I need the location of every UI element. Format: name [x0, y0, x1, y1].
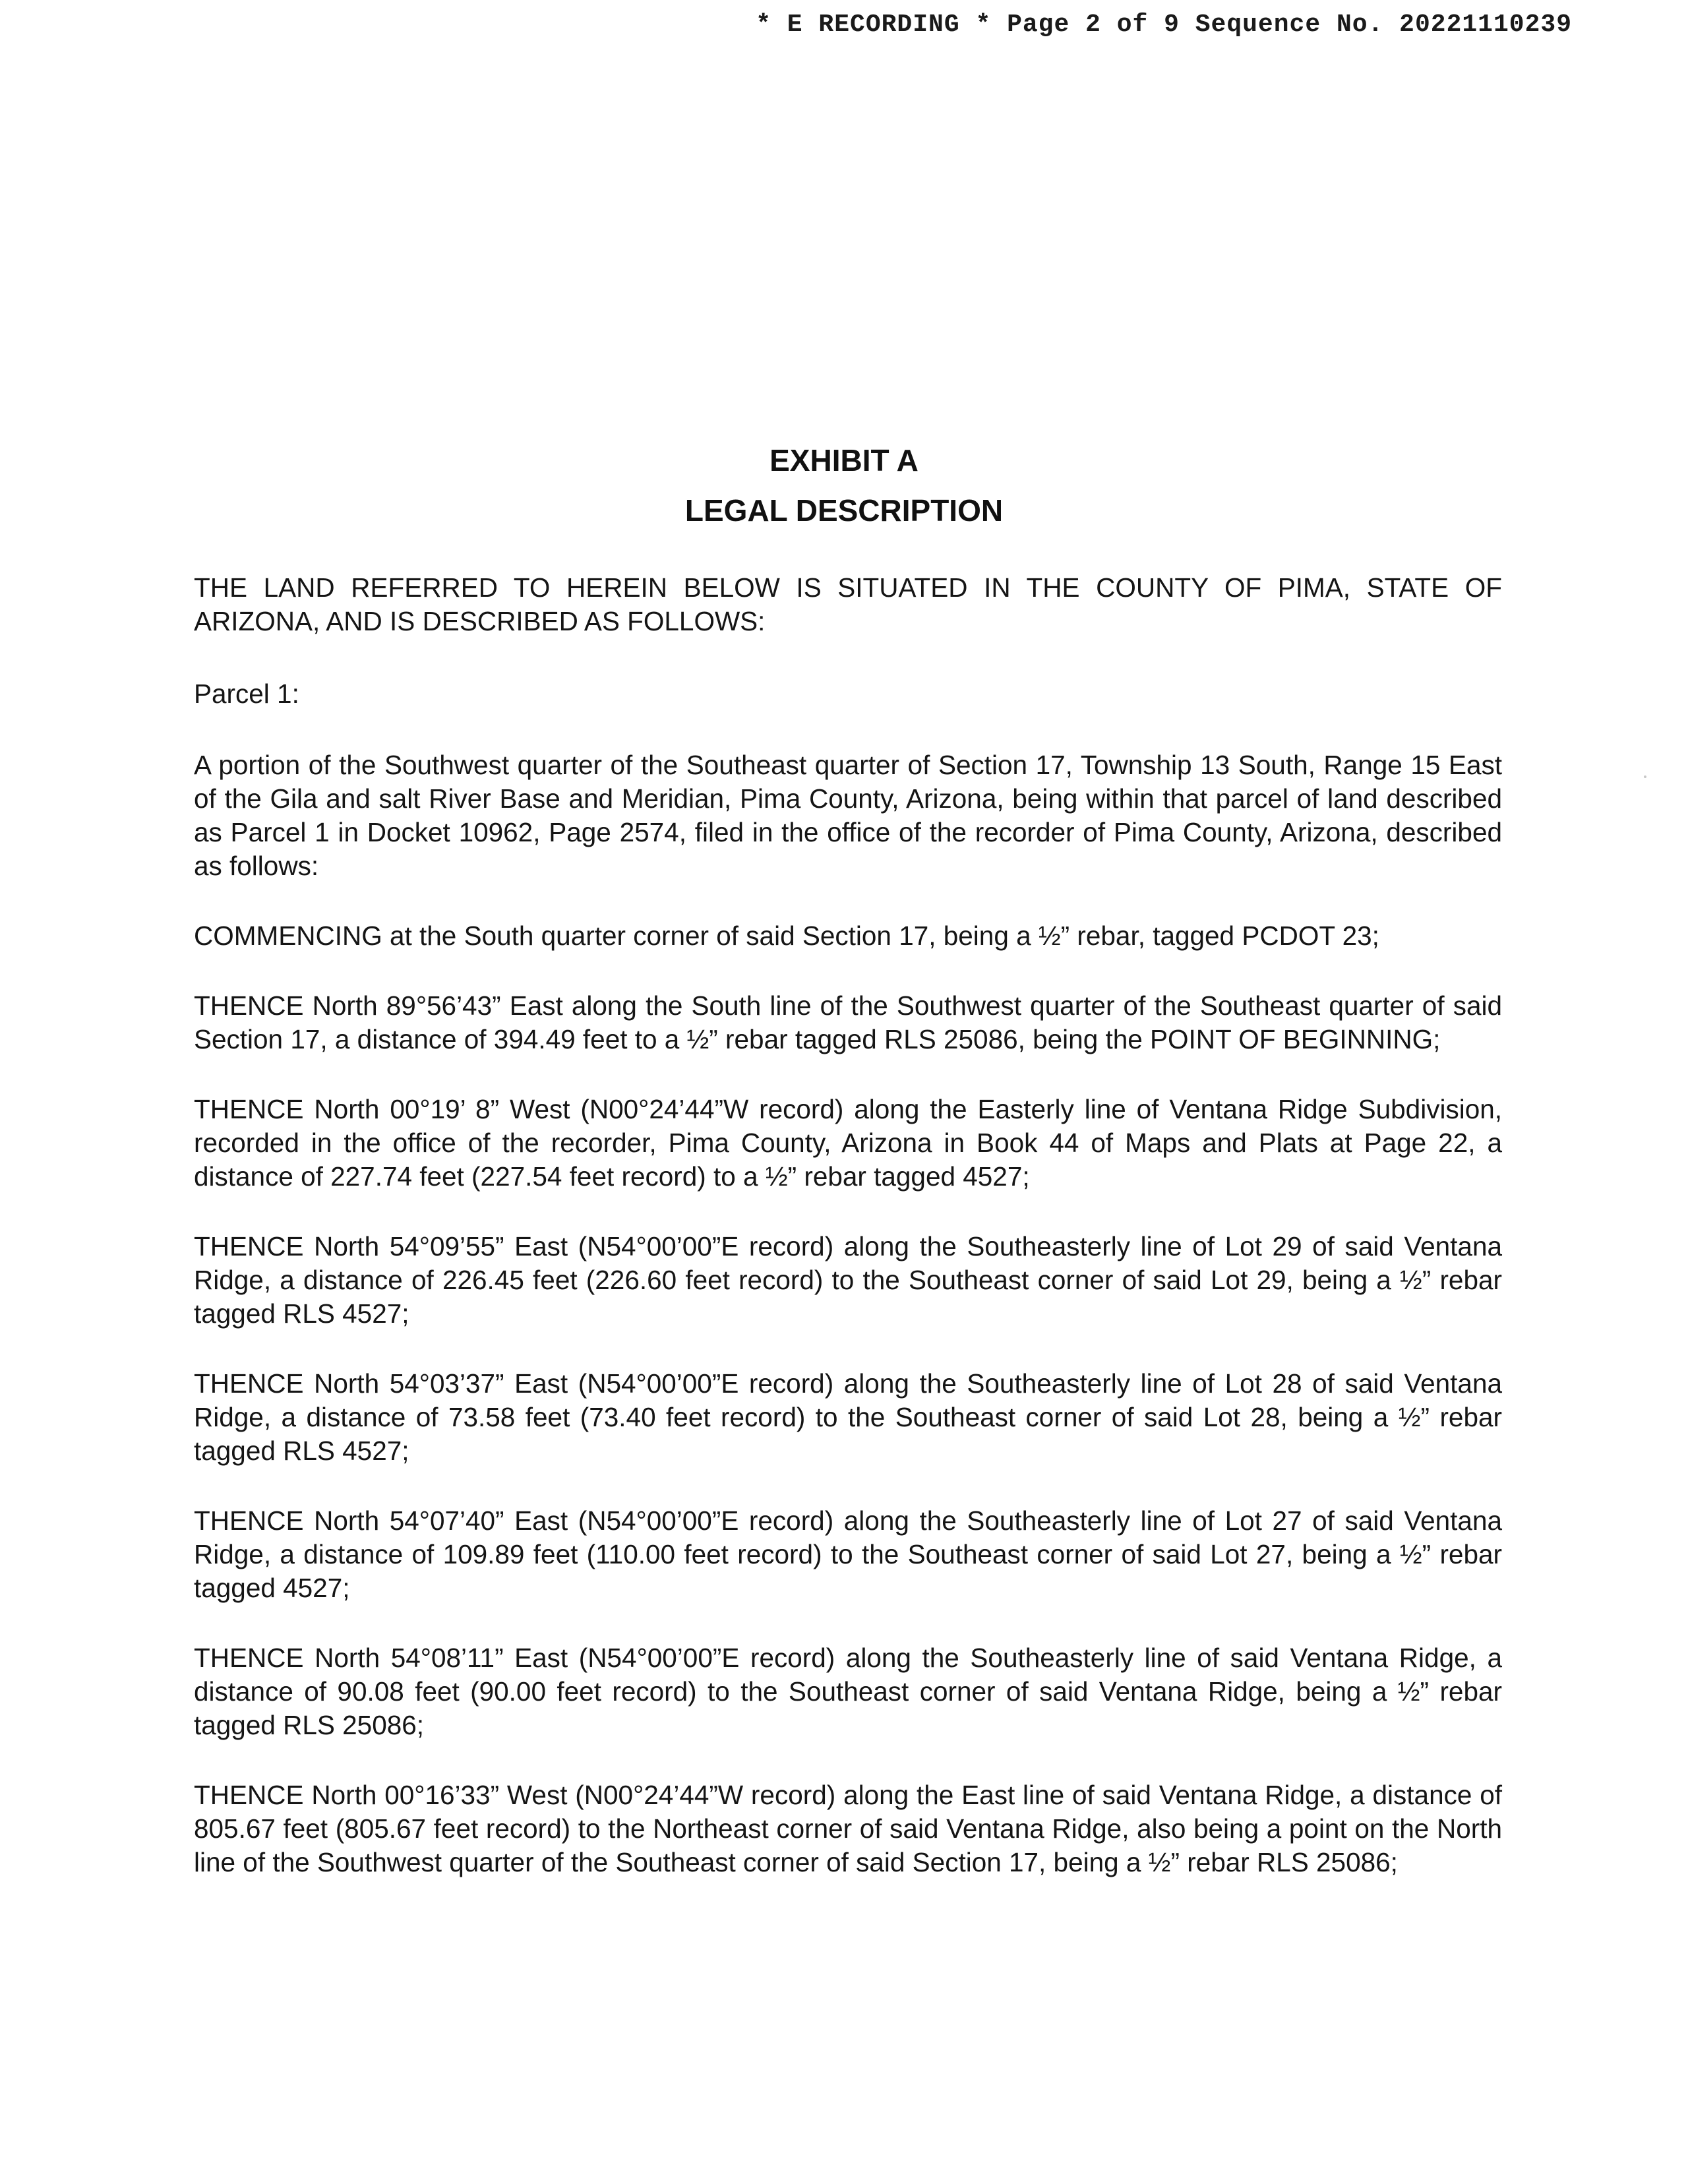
paragraph: THENCE North 00°19’ 8” West (N00°24’44”W record) along the Easterly line of Ventana Ridge Subdivision, recorded in the office of the recorder, Pima County, Arizona in Book 44 of Maps and Plats at Page 22, a distance of 227.74 feet (227.54 feet record) to a ½” rebar tagged 4527;: [194, 1094, 1502, 1192]
title-block: [0, 435, 1688, 535]
paragraph: THENCE North 00°16’33” West (N00°24’44”W record) along the East line of said Ventana Ridge, a distance of 805.67 feet (805.67 feet record) to the Northeast corner of said Ventana Ridge, also being a point on the North line of the Southwest quarter of the Southeast corner of said Section 17, being a ½” rebar RLS 25086;: [194, 1780, 1502, 1877]
scan-speck: [1644, 775, 1646, 778]
paragraph: THENCE North 54°03’37” East (N54°00’00”E record) along the Southeasterly line of Lot 28 of said Ventana Ridge, a distance of 73.58 feet (73.40 feet record) to the Southeast corner of said Lot 28, being a ½” rebar tagged RLS 4527;: [194, 1368, 1502, 1466]
paragraph: THENCE North 54°07’40” East (N54°00’00”E record) along the Southeasterly line of Lot 27 of said Ventana Ridge, a distance of 109.89 feet (110.00 feet record) to the Southeast corner of said Lot 27, being a ½” rebar tagged 4527;: [194, 1505, 1502, 1603]
paragraph: THENCE North 54°08’11” East (N54°00’00”E record) along the Southeasterly line of said Ventana Ridge, a distance of 90.08 feet (90.00 feet record) to the Southeast corner of said Ventana Ridge, being a ½” rebar tagged RLS 25086;: [194, 1643, 1502, 1740]
paragraph: A portion of the Southwest quarter of the Southeast quarter of Section 17, Township 13 South, Range 15 East of the Gila and salt River Base and Meridian, Pima County, Arizona, being within that parcel of land described as Parcel 1 in Docket 10962, Page 2574, filed in the office of the recorder of Pima County, Arizona, described as follows:: [194, 750, 1502, 881]
legal-description-heading: LEGAL DESCRIPTION: [684, 493, 1004, 528]
paragraph: THENCE North 89°56’43” East along the South line of the Southwest quarter of the Southeast quarter of said Section 17, a distance of 394.49 feet to a ½” rebar tagged RLS 25086, being the POINT OF BEGINNING;: [194, 990, 1502, 1054]
paragraph: COMMENCING at the South quarter corner of said Section 17, being a ½” rebar, tagged PCDOT 23;: [194, 921, 1379, 951]
recording-header: * E RECORDING * Page 2 of 9 Sequence No. 20221110239: [756, 11, 1572, 39]
paragraph: THENCE North 54°09’55” East (N54°00’00”E record) along the Southeasterly line of Lot 29 of said Ventana Ridge, a distance of 226.45 feet (226.60 feet record) to the Southeast corner of said Lot 29, being a ½” rebar tagged RLS 4527;: [194, 1231, 1502, 1329]
parcel-label: Parcel 1:: [194, 679, 299, 709]
exhibit-title: EXHIBIT A: [769, 443, 919, 477]
intro-paragraph: THE LAND REFERRED TO HEREIN BELOW IS SITUATED IN THE COUNTY OF PIMA, STATE OF ARIZONA, AND IS DESCRIBED AS FOLLOWS:: [194, 572, 1502, 636]
document-body: [194, 571, 1502, 1916]
